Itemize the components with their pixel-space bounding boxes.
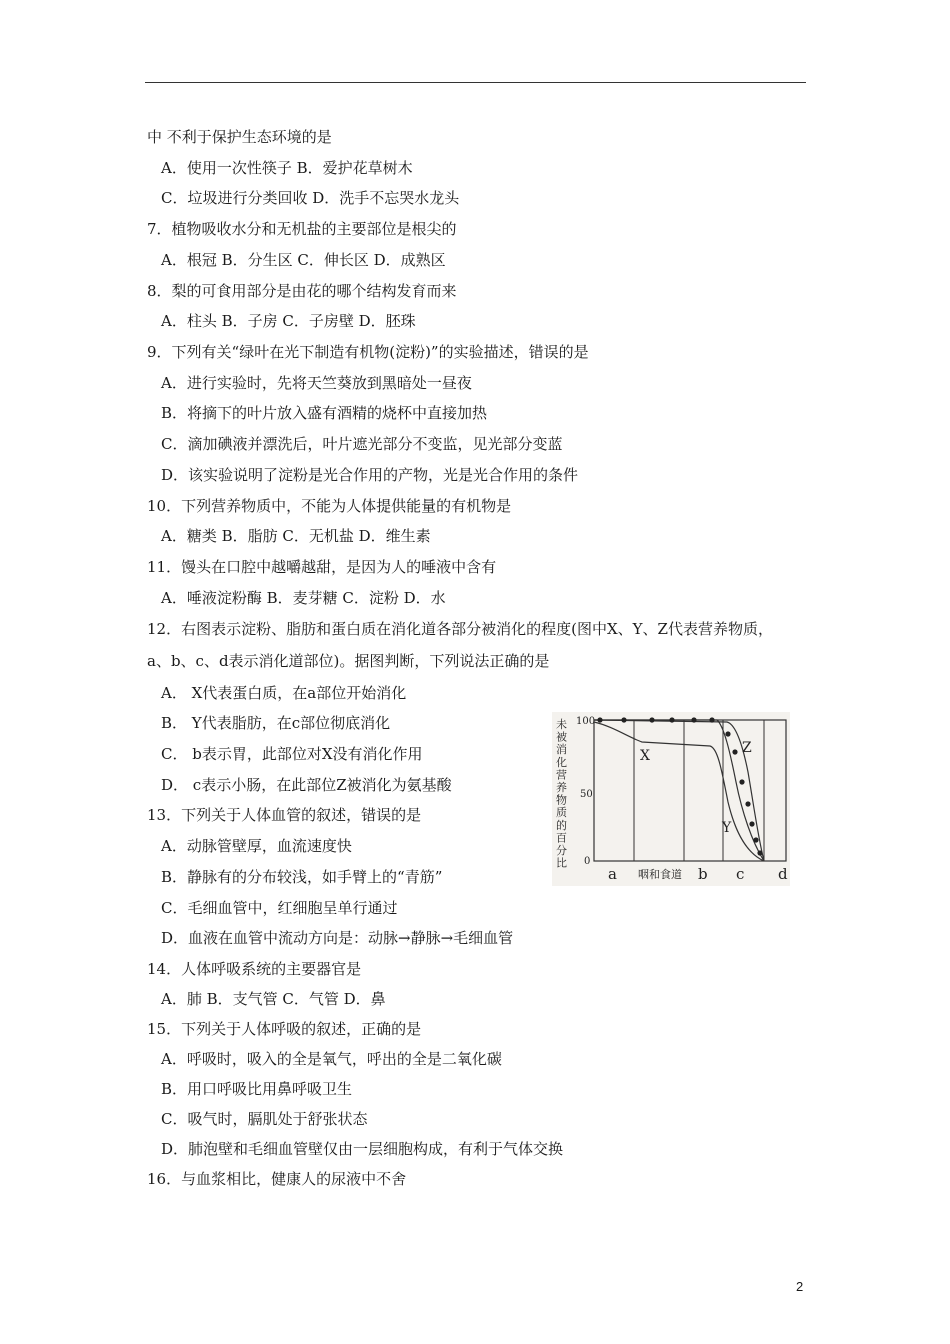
- option-line: A． X代表蛋白质，在a部位开始消化: [161, 684, 407, 702]
- ylabel-char: 营: [556, 768, 567, 782]
- question-line: a、b、c、d表示消化道部位)。据图判断，下列说法正确的是: [147, 652, 550, 670]
- option-line: A．唾液淀粉酶 B．麦芽糖 C．淀粉 D．水: [161, 589, 446, 607]
- page-number: 2: [796, 1279, 804, 1294]
- header-rule: [145, 82, 806, 83]
- option-line: A．进行实验时，先将天竺葵放到黑暗处一昼夜: [161, 374, 472, 392]
- question-line: 中 不利于保护生态环境的是: [147, 128, 332, 146]
- ylabel-char: 未: [556, 718, 567, 731]
- y-tick-0: 0: [584, 856, 591, 867]
- question-line: 14．人体呼吸系统的主要器官是: [147, 960, 362, 978]
- x-label-esophagus: 咽和食道: [638, 868, 682, 881]
- question-line: 9．下列有关“绿叶在光下制造有机物(淀粉)”的实验描述，错误的是: [147, 343, 589, 361]
- option-line: D．该实验说明了淀粉是光合作用的产物，光是光合作用的条件: [161, 466, 579, 484]
- label-x: X: [640, 748, 650, 764]
- digestion-figure: [552, 712, 790, 886]
- x-label-b: b: [698, 865, 708, 883]
- option-line: A．根冠 B．分生区 C．伸长区 D．成熟区: [161, 251, 446, 269]
- option-line: A．使用一次性筷子 B．爱护花草树木: [161, 159, 413, 177]
- ylabel-char: 的: [556, 818, 567, 832]
- label-y: Y: [722, 820, 732, 836]
- option-line: A．柱头 B．子房 C．子房壁 D．胚珠: [161, 312, 416, 330]
- ylabel-char: 化: [556, 755, 567, 769]
- y-tick-50: 50: [580, 789, 593, 800]
- label-z: Z: [742, 740, 752, 756]
- ylabel-char: 比: [556, 856, 567, 870]
- question-line: 15．下列关于人体呼吸的叙述，正确的是: [147, 1020, 422, 1038]
- question-line: 13．下列关于人体血管的叙述，错误的是: [147, 806, 422, 824]
- ylabel-char: 消: [556, 743, 567, 757]
- ylabel-char: 质: [556, 806, 567, 820]
- option-line: B．用口呼吸比用鼻呼吸卫生: [161, 1080, 353, 1098]
- chart-ylabel: [556, 717, 567, 870]
- option-line: C．吸气时，膈肌处于舒张状态: [161, 1110, 368, 1128]
- question-line: 11．馒头在口腔中越嚼越甜，是因为人的唾液中含有: [147, 558, 497, 576]
- ylabel-char: 被: [556, 730, 567, 744]
- x-label-c: c: [736, 865, 745, 883]
- option-line: D．肺泡壁和毛细血管壁仅由一层细胞构成，有利于气体交换: [161, 1140, 564, 1158]
- ylabel-char: 分: [556, 844, 567, 857]
- question-line: 12．右图表示淀粉、脂肪和蛋白质在消化道各部分被消化的程度(图中X、Y、Z代表营养物质，: [147, 620, 773, 638]
- ylabel-char: 养: [556, 781, 567, 794]
- option-line: C．毛细血管中，红细胞呈单行通过: [161, 899, 398, 917]
- y-tick-100: 100: [576, 716, 596, 727]
- question-line: 8．梨的可食用部分是由花的哪个结构发育而来: [147, 282, 457, 300]
- ylabel-char: 物: [556, 793, 567, 807]
- question-line: 16．与血浆相比，健康人的尿液中不舍: [147, 1170, 407, 1188]
- option-line: B．静脉有的分布较浅，如手臂上的“青筋”: [161, 868, 443, 886]
- option-line: C．垃圾进行分类回收 D．洗手不忘哭水龙头: [161, 189, 460, 207]
- question-line: 10．下列营养物质中，不能为人体提供能量的有机物是: [147, 497, 512, 515]
- option-line: A．呼吸时，吸入的全是氧气，呼出的全是二氧化碳: [161, 1050, 502, 1068]
- option-line: A．动脉管壁厚，血流速度快: [161, 837, 352, 855]
- option-line: B． Y代表脂肪，在c部位彻底消化: [161, 714, 391, 732]
- question-line: 7．植物吸收水分和无机盐的主要部位是根尖的: [147, 220, 457, 238]
- ylabel-char: 百: [556, 831, 567, 845]
- digestion-chart: [552, 712, 790, 886]
- x-label-d: d: [778, 865, 788, 883]
- option-line: D．血液在血管中流动方向是：动脉→静脉→毛细血管: [161, 929, 514, 947]
- option-line: C． b表示胃，此部位对X没有消化作用: [161, 745, 423, 763]
- x-label-a: a: [608, 865, 617, 883]
- option-line: A．肺 B．支气管 C．气管 D．鼻: [161, 990, 386, 1008]
- option-line: C．滴加碘液并漂洗后，叶片遮光部分不变监，见光部分变蓝: [161, 435, 563, 453]
- option-line: B．将摘下的叶片放入盛有酒精的烧杯中直接加热: [161, 404, 488, 422]
- option-line: A．糖类 B．脂肪 C．无机盐 D．维生素: [161, 527, 431, 545]
- option-line: D． c表示小肠，在此部位Z被消化为氨基酸: [161, 776, 452, 794]
